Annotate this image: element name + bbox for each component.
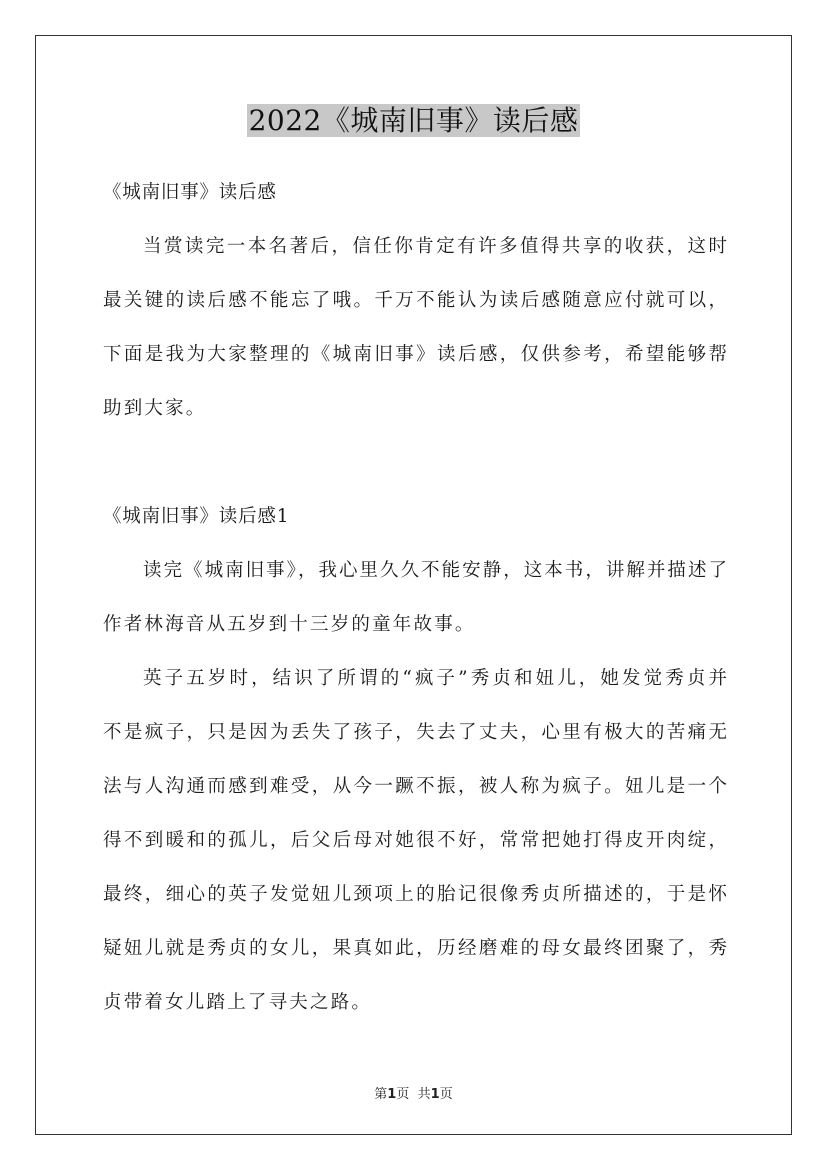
paragraph-line: 最终，细心的英子发觉妞儿颈项上的胎记很像秀贞所描述的，于是怀 — [103, 884, 727, 905]
document-title-block — [0, 100, 827, 142]
paragraph-line: 贞带着女儿踏上了寻夫之路。 — [103, 992, 373, 1013]
paragraph-line: 当赏读完一本名著后，信任你肯定有许多值得共享的收获，这时 — [143, 236, 727, 257]
paragraph-line: 最关键的读后感不能忘了哦。千万不能认为读后感随意应付就可以， — [103, 290, 727, 311]
footer-total-pages: 1 — [430, 1087, 440, 1102]
paragraph-line: 得不到暖和的孤儿，后父后母对她很不好，常常把她打得皮开肉绽， — [103, 830, 727, 851]
document-body — [103, 166, 727, 1030]
paragraph-line: 英子五岁时，结识了所谓的“疯子”秀贞和妞儿，她发觉秀贞并 — [143, 668, 727, 689]
footer-prefix: 第 — [374, 1087, 388, 1102]
section-heading: 《城南旧事》读后感1 — [103, 506, 290, 527]
paragraph-line: 不是疯子，只是因为丢失了孩子，失去了丈夫，心里有极大的苦痛无 — [103, 722, 727, 743]
footer-total-prefix: 共 — [417, 1087, 431, 1102]
paragraph-line: 疑妞儿就是秀贞的女儿，果真如此，历经磨难的母女最终团聚了，秀 — [103, 938, 727, 959]
document-title: 2022《城南旧事》读后感 — [248, 104, 579, 137]
paragraph-line: 助到大家。 — [103, 398, 207, 419]
blank-line — [103, 436, 727, 490]
footer-page-unit: 页 — [396, 1087, 410, 1102]
footer-page-number: 1 — [387, 1087, 397, 1102]
paragraph-line: 作者林海音从五岁到十三岁的童年故事。 — [103, 614, 476, 635]
paragraph-line: 读完《城南旧事》，我心里久久不能安静，这本书，讲解并描述了 — [143, 560, 727, 581]
section-heading: 《城南旧事》读后感 — [103, 182, 277, 203]
paragraph-line: 法与人沟通而感到难受，从今一蹶不振，被人称为疯子。妞儿是一个 — [103, 776, 727, 797]
page-footer — [0, 1083, 827, 1102]
footer-total-unit: 页 — [439, 1087, 453, 1102]
paragraph-line: 下面是我为大家整理的《城南旧事》读后感，仅供参考，希望能够帮 — [103, 344, 727, 365]
